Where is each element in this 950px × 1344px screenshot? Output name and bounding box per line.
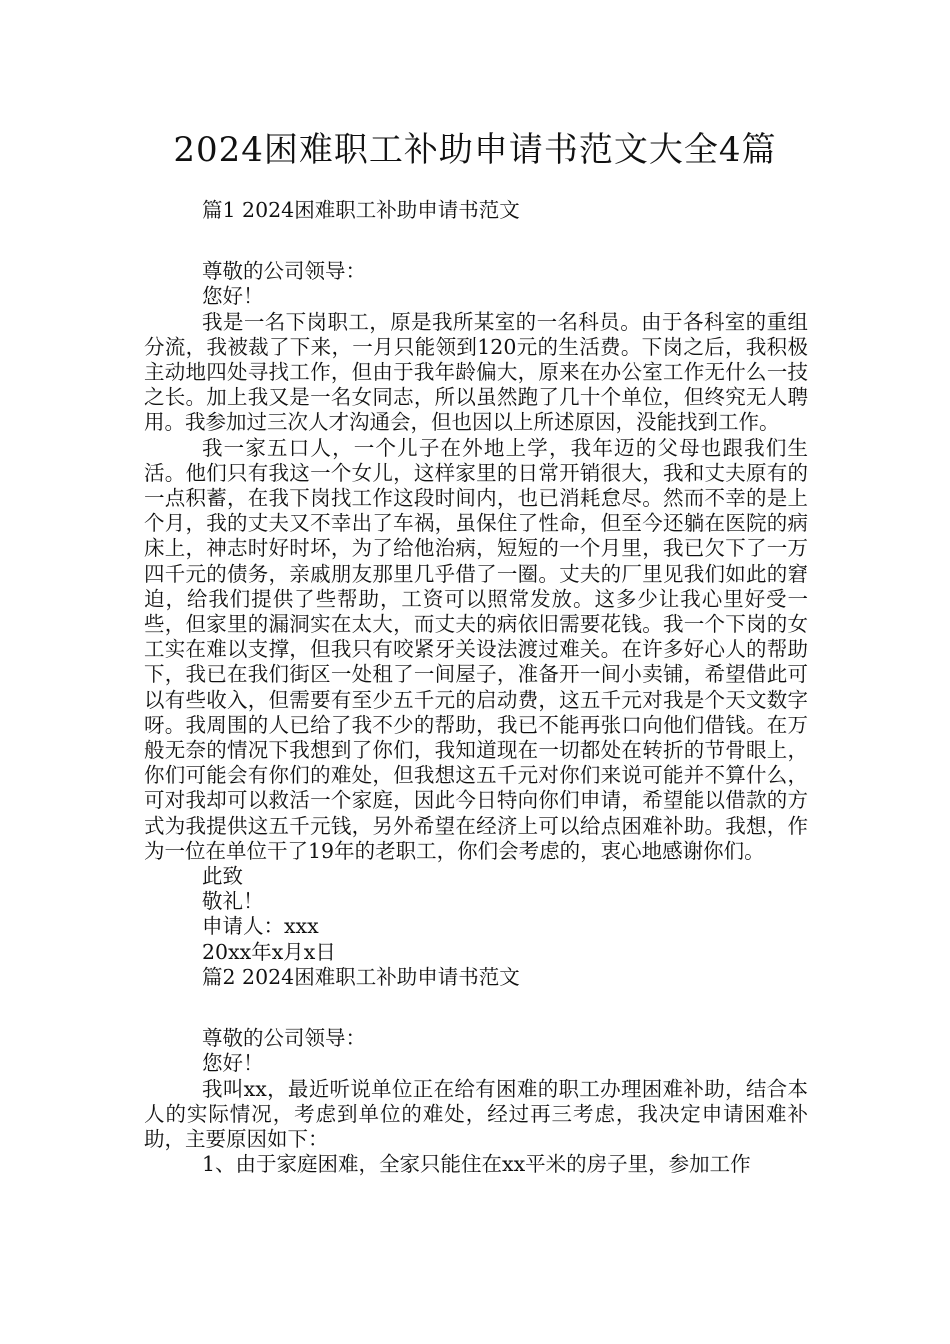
section-2-heading: 篇2 2024困难职工补助申请书范文: [202, 964, 520, 989]
document-body: [144, 198, 808, 1177]
section-1-paragraph-1: 我是一名下岗职工，原是我所某室的一名科员。由于各科室的重组分流，我被裁了下来，一月只能领到120元的生活费。下岗之后，我积极主动地四处寻找工作，但由于我年龄偏大，原来在办公室工作无什么一技之长。加上我又是一名女同志，所以虽然跑了几十个单位，但终究无人聘用。我参加过三次人才沟通会，但也因以上所述原因，没能找到工作。: [144, 309, 808, 435]
section-2-paragraph-1: 我叫xx，最近听说单位正在给有困难的职工办理困难补助，结合本人的实际情况，考虑到单位的难处，经过再三考虑，我决定申请困难补助，主要原因如下：: [144, 1076, 808, 1151]
section-1-greeting: 您好！: [202, 284, 264, 309]
section-2-salutation: 尊敬的公司领导：: [202, 1026, 366, 1051]
section-1-closing-1: 此致: [202, 864, 243, 889]
spacer: [144, 1015, 808, 1026]
section-1-heading: 篇1 2024困难职工补助申请书范文: [202, 198, 520, 222]
document-title: 2024困难职工补助申请书范文大全4篇: [173, 130, 777, 170]
section-1-closing-2: 敬礼！: [202, 889, 264, 914]
spacer: [144, 990, 808, 1015]
section-1-salutation: 尊敬的公司领导：: [202, 259, 366, 284]
section-2-paragraph-2: 1、由于家庭困难，全家只能住在xx平米的房子里，参加工作: [202, 1152, 751, 1177]
section-1-applicant: 申请人：xxx: [202, 914, 319, 939]
section-2-greeting: 您好！: [202, 1051, 264, 1076]
section-1-paragraph-2: 我一家五口人，一个儿子在外地上学，我年迈的父母也跟我们生活。他们只有我这一个女儿，这样家里的日常开销很大，我和丈夫原有的一点积蓄，在我下岗找工作这段时间内，也已消耗怠尽。然而不幸的是上个月，我的丈夫又不幸出了车祸，虽保住了性命，但至今还躺在医院的病床上，神志时好时坏，为了给他治病，短短的一个月里，我已欠下了一万四千元的债务，亲戚朋友那里几乎借了一圈。丈夫的厂里见我们如此的窘迫，给我们提供了些帮助，工资可以照常发放。这多少让我心里好受一些，但家里的漏洞实在太大，而丈夫的病依旧需要花钱。我一个下岗的女工实在难以支撑，但我只有咬紧牙关设法渡过难关。在许多好心人的帮助下，我已在我们街区一处租了一间屋子，准备开一间小卖铺，希望借此可以有些收入，但需要有至少五千元的启动费，这五千元对我是个天文数字呀。我周围的人已给了我不少的帮助，我已不能再张口向他们借钱。在万般无奈的情况下我想到了你们，我知道现在一切都处在转折的节骨眼上，你们可能会有你们的难处，但我想这五千元对你们来说可能并不算什么，可对我却可以救活一个家庭，因此今日特向你们申请，希望能以借款的方式为我提供这五千元钱，另外希望在经济上可以给点困难补助。我想，作为一位在单位干了19年的老职工，你们会考虑的，衷心地感谢你们。: [144, 435, 808, 863]
section-1-date: 20xx年x月x日: [202, 939, 336, 964]
spacer: [144, 248, 808, 259]
spacer: [144, 223, 808, 248]
